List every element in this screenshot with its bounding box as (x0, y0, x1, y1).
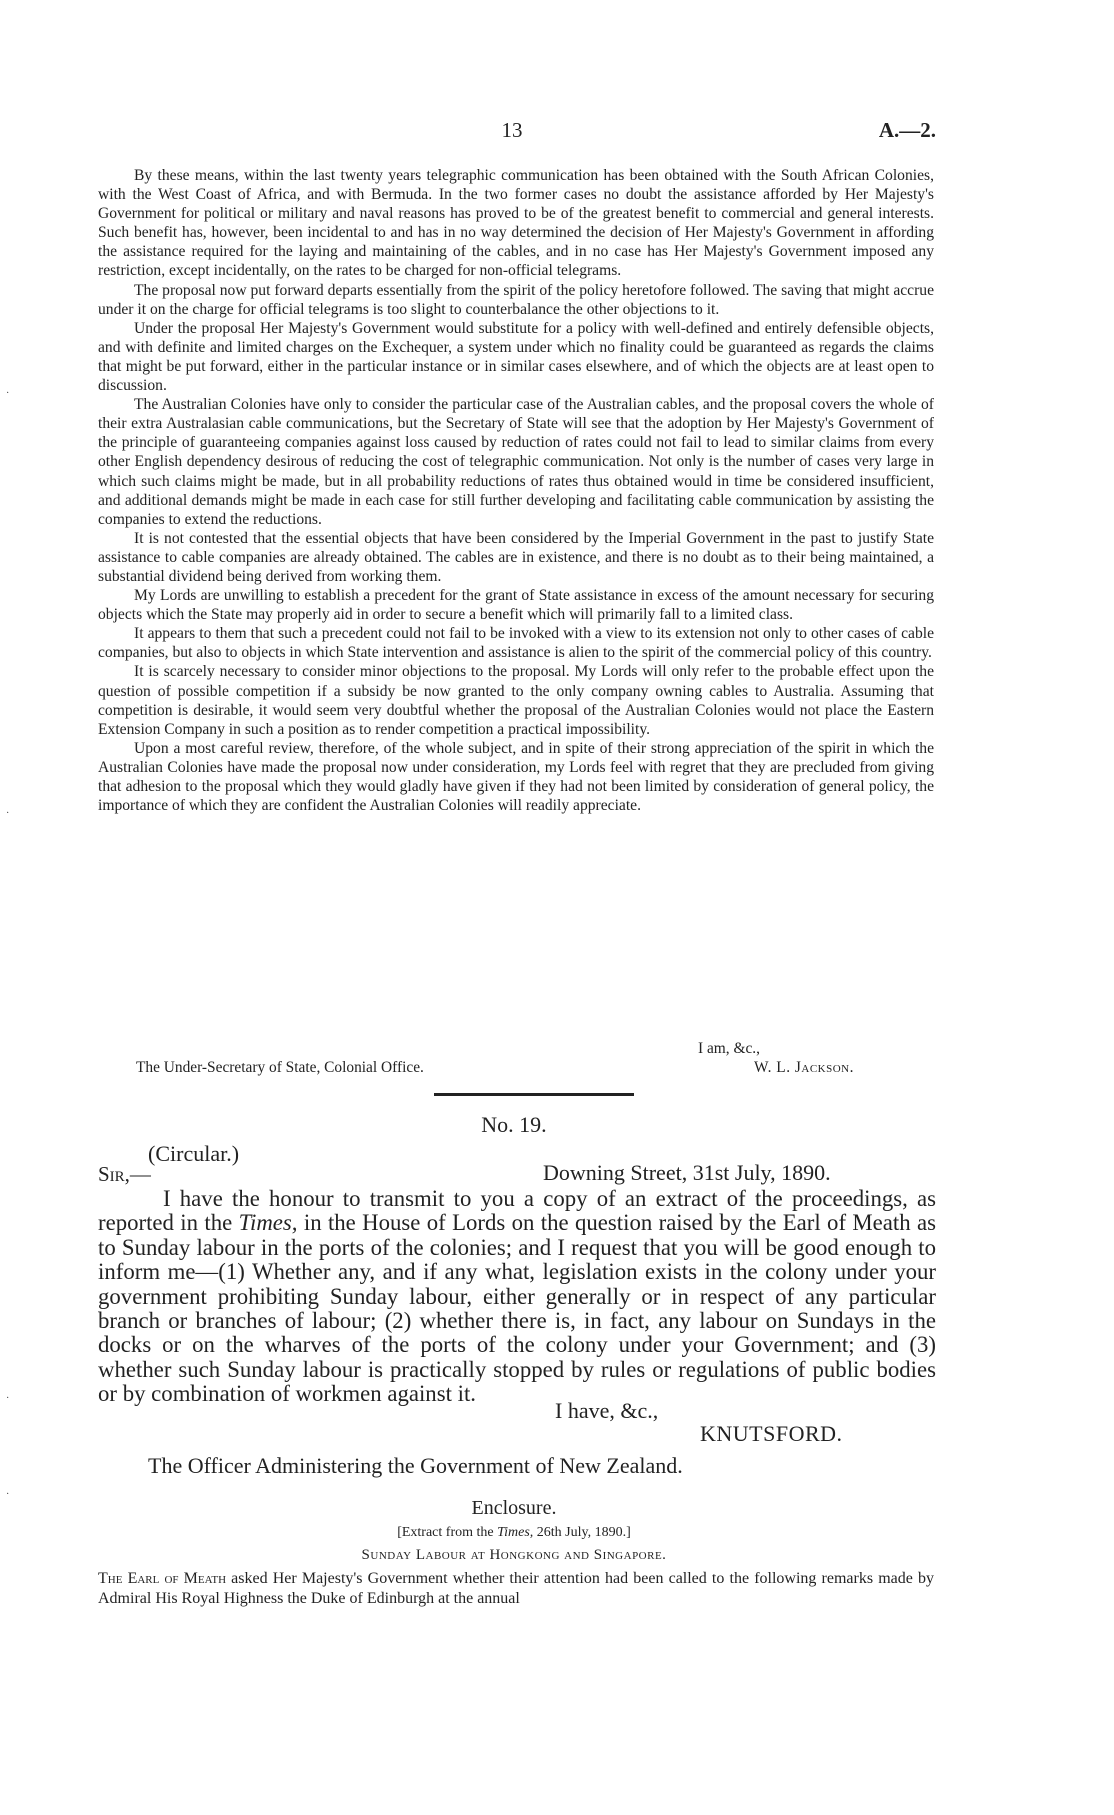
letter-paragraph: It is scarcely necessary to consider minor objections to the proposal. My Lords will only refer to the probable effect upon the question of possible competition if a subsidy be now granted to the only company owning cables to Australia. Assuming that competition is desirable, it would seem very doubtful whether the proposal of the Australian Colonies would not place the Eastern Extension Company in such a position as to render competition a practical impossibility. (98, 663, 934, 738)
extract-italic: Times, (497, 1525, 534, 1540)
circular-addressee: The Officer Administering the Government of New Zealand. (148, 1453, 683, 1478)
letter-signature: W. L. Jackson. (754, 1059, 854, 1076)
margin-mark: · (6, 1393, 10, 1404)
margin-mark: · (6, 808, 10, 819)
extract-post: 26th July, 1890.] (533, 1525, 631, 1540)
enclosure-subheading: Sunday Labour at Hongkong and Singapore. (361, 1547, 667, 1563)
circular-text-part1: I have the honour to transmit to you a copy of an extract of the proceedings, as reported in the (98, 1186, 936, 1236)
times-italic: Times, (238, 1210, 298, 1236)
document-number: No. 19. (481, 1112, 547, 1137)
letter-signature-line (98, 1059, 934, 1079)
enclosure-body (98, 1569, 934, 1609)
circular-paragraph (98, 1187, 936, 1407)
letter-paragraph: Upon a most careful review, therefore, of the whole subject, and in spite of their strong appreciation of the spirit in which the Australian Colonies have made the proposal now under consideration, my Lords feel with regret that they are precluded from giving that adhesion to the proposal which they would gladly have given if they had not been limited by consideration of general policy, the importance of which they are confident the Australian Colonies will readily appreciate. (98, 739, 934, 815)
circular-closing: I have, &c., (555, 1398, 659, 1423)
letter-paragraph: Under the proposal Her Majesty's Government would substitute for a policy with well-defined and entirely defensible objects, and with definite and limited charges on the Exchequer, a system under which no finality could be guaranteed as regards the claims that might be put forward, either in the particular instance or in similar cases elsewhere, and of which the objects are at least open to discussion. (98, 319, 934, 395)
letter-paragraph: It is not contested that the essential objects that have been considered by the Imperial Government in the past to justify State assistance to cable companies are already obtained. The cables are in existence, and there is no doubt as to their being maintained, a substantial dividend being derived from working them. (98, 529, 934, 585)
extract-citation (0, 1525, 1028, 1541)
letter-paragraph: The Australian Colonies have only to consider the particular case of the Australian cables, and the proposal covers the whole of their extra Australasian cable communications, but the Secretary of State will see that the adoption by Her Majesty's Government of the principle of guaranteeing companies against loss caused by reduction of rates could not fail to lead to similar claims from every other English dependency desirous of reducing the cost of telegraphic communication. Not only is the number of cases very large in which such claims might be made, but in all probability reductions of rates thus obtained would in time be considered insufficient, and additional demands might be made in each case for still further developing and facilitating cable communication by assisting the companies to extend the reductions. (98, 396, 934, 528)
running-header (0, 118, 1114, 148)
salutation-text: Sir,— (98, 1162, 151, 1186)
letter-paragraph: It appears to them that such a precedent could not fail to be invoked with a view to its extension not only to other cases of cable companies, but also to objects in which State intervention and assistance is alien to the spirit of the commercial policy of this country. (98, 625, 934, 662)
letter-paragraph: By these means, within the last twenty years telegraphic communication has been obtained with the South African Colonies, with the West Coast of Africa, and with Bermuda. In the two former cases no doubt the assistance afforded by Her Majesty's Government for political or military and naval reasons has proved to be of the greatest benefit to commercial and general interests. Such benefit has, however, been incidental to and has in no way determined the decision of Her Majesty's Government in affording the assistance required for the laying and maintaining of the cables, and in no case has Her Majesty's Government imposed any restriction, except incidentally, on the rates to be charged for non-official telegrams. (98, 167, 934, 280)
salutation (98, 1162, 151, 1187)
letter-addressee: The Under-Secretary of State, Colonial Office. (136, 1059, 424, 1076)
letter-paragraph: The proposal now put forward departs essentially from the spirit of the policy heretofore followed. The saving that might accrue under it on the charge for official telegrams is too slight to counterbalance the other objections to it. (98, 281, 934, 318)
enclosure-lead: The Earl of Meath (98, 1570, 227, 1587)
circular-signature: KNUTSFORD. (700, 1421, 843, 1446)
circular-body (98, 1187, 936, 1407)
extract-pre: [Extract from the (397, 1525, 498, 1540)
dateline: Downing Street, 31st July, 1890. (543, 1160, 831, 1185)
enclosure-heading: Enclosure. (471, 1497, 557, 1519)
letter-paragraph: My Lords are unwilling to establish a precedent for the grant of State assistance in excess of the amount necessary for securing objects which the State may properly aid in order to secure a benefit which will primarily fall to a limited class. (98, 587, 934, 624)
circular-label: (Circular.) (148, 1141, 240, 1166)
letter-closing-line (98, 1040, 934, 1060)
section-separator (434, 1093, 634, 1096)
margin-mark: · (6, 1489, 10, 1500)
letter-body (98, 166, 934, 815)
page-number: 13 (501, 118, 523, 142)
margin-mark: · (6, 388, 10, 399)
letter-closing: I am, &c., (698, 1040, 760, 1057)
enclosure-text: asked Her Majesty's Government whether their attention had been called to the following remarks made by Admiral His Royal Highness the Duke of Edinburgh at the annual (98, 1570, 935, 1607)
paper-reference: A.—2. (878, 118, 936, 142)
enclosure-paragraph (98, 1569, 934, 1609)
circular-text-part2: in the House of Lords on the question raised by the Earl of Meath as to Sunday labour in the ports of the colonies; and I request that you will be good enough to inform me—(1) Whether any, and if any what, legislation exists in the colony under your government prohibiting Sunday labour, either generally or in respect of any particular branch or branches of labour; (2) whether there is, in fact, any labour on Sundays in the docks or on the wharves of the ports of the colony under your Government; and (3) whether such Sunday labour is practically stopped by rules or regulations of public bodies or by combination of workmen against it. (98, 1210, 936, 1407)
